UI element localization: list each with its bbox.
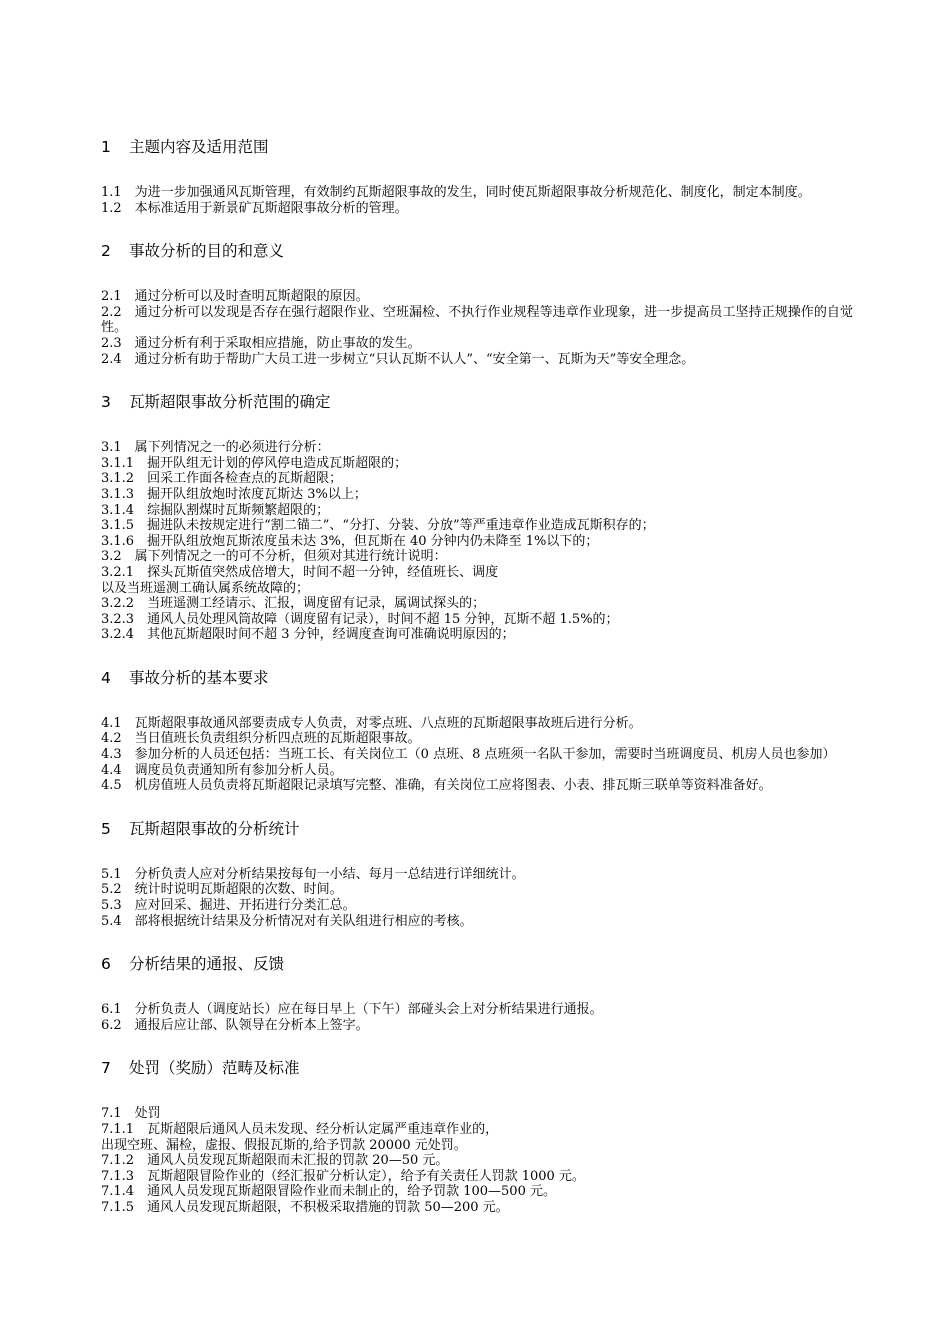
section-number: 2: [101, 242, 111, 261]
paragraph: 7.1.4 通风人员发现瓦斯超限冒险作业而未制止的，给予罚款 100—500 元。: [101, 1184, 556, 1200]
paragraph: 3.1.2 回采工作面各检查点的瓦斯超限；: [101, 471, 343, 487]
section-body: [101, 1106, 853, 1215]
paragraph: 1.2 本标准适用于新景矿瓦斯超限事故分析的管理。: [101, 200, 408, 216]
document-page: [101, 128, 853, 1240]
section-3: [101, 391, 853, 643]
paragraph: 3.2.3 通风人员处理风筒故障（调度留有记录），时间不超 15 分钟，瓦斯不超 1.5%的；: [101, 611, 619, 627]
paragraph: 4.3 参加分析的人员还包括：当班工长、有关岗位工（0 点班、8 点班须一名队干参加，需要时当班调度员、机房人员也参加）: [101, 747, 836, 763]
section-2: [101, 240, 853, 367]
paragraph: 4.1 瓦斯超限事故通风部要责成专人负责，对零点班、八点班的瓦斯超限事故班后进行分析。: [101, 715, 642, 731]
section-title: 处罚（奖励）范畴及标准: [129, 1059, 300, 1078]
section-heading: [101, 953, 853, 975]
paragraph: 7.1.1 瓦斯超限后通风人员未发现、经分析认定属严重违章作业的，: [101, 1122, 499, 1137]
section-heading: [101, 240, 853, 262]
paragraph: 5.3 应对回采、掘进、开拓进行分类汇总。: [101, 898, 356, 914]
paragraph: 5.2 统计时说明瓦斯超限的次数、时间。: [101, 882, 343, 898]
paragraph: 7.1.2 通风人员发现瓦斯超限而未汇报的罚款 20—50 元。: [101, 1153, 449, 1169]
paragraph: 3.2 属下列情况之一的可不分析，但须对其进行统计说明：: [101, 549, 447, 565]
section-heading: [101, 391, 853, 413]
section-number: 6: [101, 955, 111, 974]
section-title: 主题内容及适用范围: [129, 138, 269, 156]
paragraph: 7.1.3 瓦斯超限冒险作业的（经汇报矿分析认定），给予有关责任人罚款 1000 元。: [101, 1168, 585, 1184]
section-body: [101, 716, 853, 794]
paragraph: 7.1.5 通风人员发现瓦斯超限，不积极采取措施的罚款 50—200 元。: [101, 1199, 509, 1215]
paragraph: 4.2 当日值班长负责组织分析四点班的瓦斯超限事故。: [101, 731, 421, 747]
section-title: 事故分析的基本要求: [129, 668, 269, 687]
paragraph: 3.1.5 掘进队未按规定进行“割二锚二”、“分打、分装、分放”等严重违章作业造成瓦斯积存的；: [101, 518, 655, 534]
paragraph: 4.5 机房值班人员负责将瓦斯超限记录填写完整、准确，有关岗位工应将图表、小表、排瓦斯三联单等资料准备好。: [101, 778, 772, 794]
section-number: 5: [101, 819, 111, 838]
paragraph: 3.2.1 探头瓦斯值突然成倍增大，时间不超一分钟，经值班长、调度: [101, 564, 499, 580]
section-6: [101, 953, 853, 1033]
paragraph: 3.2.2 当班遥测工经请示、汇报，调度留有记录，属调试探头的；: [101, 596, 486, 612]
section-5: [101, 818, 853, 929]
paragraph: 4.4 调度员负责通知所有参加分析人员。: [101, 762, 343, 778]
section-body: [101, 867, 853, 929]
section-title: 分析结果的通报、反馈: [129, 955, 285, 974]
section-body: [101, 440, 853, 643]
section-heading: [101, 667, 853, 689]
section-number: 1: [101, 138, 111, 156]
section-body: [101, 185, 853, 216]
section-title: 瓦斯超限事故分析范围的确定: [129, 393, 331, 412]
section-body: [101, 1002, 853, 1033]
paragraph: 出现空班、漏检，虚报、假报瓦斯的,给予罚款 20000 元处罚。: [101, 1137, 467, 1153]
paragraph: 2.4 通过分析有助于帮助广大员工进一步树立“只认瓦斯不认人”、“安全第一、瓦斯为天”等安全理念。: [101, 351, 695, 367]
paragraph: 5.4 部将根据统计结果及分析情况对有关队组进行相应的考核。: [101, 913, 473, 929]
paragraph: 5.1 分析负责人应对分析结果按每旬一小结、每月一总结进行详细统计。: [101, 866, 525, 882]
section-heading: [101, 136, 853, 158]
paragraph: 以及当班遥测工确认属系统故障的；: [101, 580, 310, 596]
section-body: [101, 289, 853, 367]
paragraph: 2.3 通过分析有利于采取相应措施，防止事故的发生。: [101, 335, 421, 351]
paragraph: 3.1 属下列情况之一的必须进行分析：: [101, 440, 330, 456]
paragraph: 2.1 通过分析可以及时查明瓦斯超限的原因。: [101, 289, 369, 305]
section-heading: [101, 818, 853, 840]
section-1: [101, 136, 853, 216]
section-number: 7: [101, 1059, 111, 1078]
paragraph: 2.2 通过分析可以发现是否存在强行超限作业、空班漏检、不执行作业规程等违章作业现象，进一步提高员工坚持正规操作的自觉性。: [101, 304, 853, 336]
paragraph: 6.2 通报后应让部、队领导在分析本上签字。: [101, 1017, 369, 1033]
section-heading: [101, 1057, 853, 1079]
paragraph: 7.1 处罚: [101, 1106, 161, 1122]
section-title: 事故分析的目的和意义: [129, 242, 285, 261]
section-number: 4: [101, 668, 111, 687]
paragraph: 6.1 分析负责人（调度站长）应在每日早上（下午）部碰头会上对分析结果进行通报。: [101, 1002, 603, 1018]
section-title: 瓦斯超限事故的分析统计: [129, 819, 300, 838]
paragraph: 3.2.4 其他瓦斯超限时间不超 3 分钟，经调度查询可准确说明原因的；: [101, 627, 515, 643]
section-number: 3: [101, 393, 111, 412]
paragraph: 3.1.4 综掘队割煤时瓦斯频繁超限的；: [101, 502, 330, 518]
section-7: [101, 1057, 853, 1215]
section-4: [101, 667, 853, 794]
paragraph: 3.1.6 掘开队组放炮瓦斯浓度虽未达 3%，但瓦斯在 40 分钟内仍未降至 1%以下的；: [101, 533, 599, 549]
paragraph: 3.1.1 掘开队组无计划的停风停电造成瓦斯超限的；: [101, 455, 408, 471]
paragraph: 3.1.3 掘开队组放炮时浓度瓦斯达 3%以上；: [101, 486, 367, 502]
paragraph: 1.1 为进一步加强通风瓦斯管理，有效制约瓦斯超限事故的发生，同时使瓦斯超限事故分析规范化、制度化，制定本制度。: [101, 185, 811, 200]
